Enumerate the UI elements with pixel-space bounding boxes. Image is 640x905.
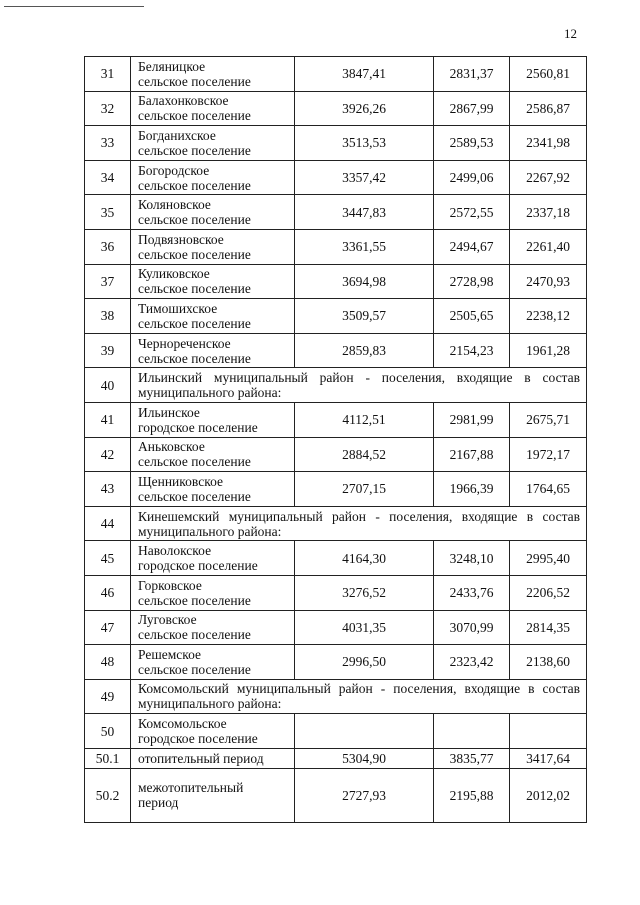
value-cell-v3: 2341,98 bbox=[510, 126, 587, 161]
district-header: Комсомольский муниципальный район - поселения, входящие в состав муниципального района: bbox=[131, 679, 587, 714]
value-cell-v2: 2167,88 bbox=[434, 437, 510, 472]
settlement-name-line1: Куликовское bbox=[138, 266, 210, 282]
settlement-name bbox=[131, 160, 295, 195]
settlement-name-line1: Щенниковское bbox=[138, 473, 223, 489]
value-cell-v2: 2831,37 bbox=[434, 57, 510, 92]
row-number: 50.1 bbox=[85, 748, 131, 768]
row-number: 45 bbox=[85, 541, 131, 576]
settlement-name-line2: период bbox=[138, 795, 179, 811]
value-cell-v1: 3513,53 bbox=[295, 126, 434, 161]
table-row bbox=[85, 195, 587, 230]
settlement-name-line1: Чернореченское bbox=[138, 335, 231, 351]
settlement-name bbox=[131, 57, 295, 92]
settlement-name-line2: сельское поселение bbox=[138, 592, 251, 608]
value-cell-v3 bbox=[510, 714, 587, 749]
value-cell-v3: 2267,92 bbox=[510, 160, 587, 195]
value-cell-v3: 1961,28 bbox=[510, 333, 587, 368]
row-number: 44 bbox=[85, 506, 131, 541]
value-cell-v3: 2995,40 bbox=[510, 541, 587, 576]
value-cell-v3: 2206,52 bbox=[510, 575, 587, 610]
settlement-name bbox=[131, 575, 295, 610]
value-cell-v3: 2470,93 bbox=[510, 264, 587, 299]
settlement-name bbox=[131, 541, 295, 576]
table-row bbox=[85, 645, 587, 680]
settlement-name-line2: сельское поселение bbox=[138, 454, 251, 470]
settlement-name-line1: Коляновское bbox=[138, 197, 211, 213]
row-number: 47 bbox=[85, 610, 131, 645]
settlement-name-line1: Балахонковское bbox=[138, 93, 229, 109]
value-cell-v2: 2323,42 bbox=[434, 645, 510, 680]
row-number: 42 bbox=[85, 437, 131, 472]
settlement-name-line1: межотопительный bbox=[138, 780, 244, 796]
row-number: 49 bbox=[85, 679, 131, 714]
settlement-name bbox=[131, 126, 295, 161]
row-number: 33 bbox=[85, 126, 131, 161]
settlement-name-line1: Ильинское bbox=[138, 404, 200, 420]
settlement-name bbox=[131, 437, 295, 472]
settlement-name-line2: городское поселение bbox=[138, 419, 258, 435]
settlement-name bbox=[131, 91, 295, 126]
district-header: Ильинский муниципальный район - поселения, входящие в состав муниципального района: bbox=[131, 368, 587, 403]
settlement-name bbox=[131, 472, 295, 507]
settlement-name-line1: Луговское bbox=[138, 612, 197, 628]
settlement-name-line2: сельское поселение bbox=[138, 246, 251, 262]
settlement-name-line2: сельское поселение bbox=[138, 281, 251, 297]
settlement-name bbox=[131, 195, 295, 230]
value-cell-v3: 2261,40 bbox=[510, 229, 587, 264]
value-cell-v3: 2675,71 bbox=[510, 402, 587, 437]
settlement-name-line2: сельское поселение bbox=[138, 142, 251, 158]
settlement-name bbox=[131, 645, 295, 680]
table-row bbox=[85, 160, 587, 195]
value-cell-v2: 2499,06 bbox=[434, 160, 510, 195]
value-cell-v3: 2586,87 bbox=[510, 91, 587, 126]
value-cell-v1: 4164,30 bbox=[295, 541, 434, 576]
scan-top-line bbox=[4, 6, 144, 7]
settlement-name-line2: сельское поселение bbox=[138, 108, 251, 124]
value-cell-v1: 2707,15 bbox=[295, 472, 434, 507]
settlement-name-line1: Аньковское bbox=[138, 439, 205, 455]
value-cell-v1: 3276,52 bbox=[295, 575, 434, 610]
settlement-name bbox=[131, 299, 295, 334]
row-number: 35 bbox=[85, 195, 131, 230]
value-cell-v3: 2012,02 bbox=[510, 768, 587, 822]
table-section-row bbox=[85, 368, 587, 403]
settlement-name bbox=[131, 610, 295, 645]
table-row bbox=[85, 333, 587, 368]
settlement-name-line2: городское поселение bbox=[138, 558, 258, 574]
value-cell-v2: 3835,77 bbox=[434, 748, 510, 768]
district-header: Кинешемский муниципальный район - поселения, входящие в состав муниципального района: bbox=[131, 506, 587, 541]
settlement-name bbox=[131, 229, 295, 264]
value-cell-v2: 3070,99 bbox=[434, 610, 510, 645]
value-cell-v1: 3926,26 bbox=[295, 91, 434, 126]
value-cell-v2: 2505,65 bbox=[434, 299, 510, 334]
settlement-name-line2: сельское поселение bbox=[138, 73, 251, 89]
value-cell-v1: 2996,50 bbox=[295, 645, 434, 680]
settlement-name-line2: сельское поселение bbox=[138, 212, 251, 228]
table-row bbox=[85, 575, 587, 610]
value-cell-v1: 2859,83 bbox=[295, 333, 434, 368]
tariff-table bbox=[84, 56, 587, 823]
row-number: 34 bbox=[85, 160, 131, 195]
settlement-name-line2: сельское поселение bbox=[138, 177, 251, 193]
value-cell-v2: 2195,88 bbox=[434, 768, 510, 822]
row-number: 50 bbox=[85, 714, 131, 749]
settlement-name bbox=[131, 264, 295, 299]
value-cell-v1: 3847,41 bbox=[295, 57, 434, 92]
table-row bbox=[85, 126, 587, 161]
settlement-name-line1: Богданихское bbox=[138, 127, 216, 143]
settlement-name-line2: сельское поселение bbox=[138, 350, 251, 366]
value-cell-v1: 4112,51 bbox=[295, 402, 434, 437]
settlement-name-line2: сельское поселение bbox=[138, 315, 251, 331]
table-row bbox=[85, 57, 587, 92]
row-number: 50.2 bbox=[85, 768, 131, 822]
settlement-name bbox=[131, 768, 295, 822]
settlement-name-line1: отопительный период bbox=[138, 750, 264, 766]
row-number: 43 bbox=[85, 472, 131, 507]
row-number: 38 bbox=[85, 299, 131, 334]
value-cell-v3: 1972,17 bbox=[510, 437, 587, 472]
settlement-name-line2: сельское поселение bbox=[138, 488, 251, 504]
table-row bbox=[85, 91, 587, 126]
value-cell-v2: 1966,39 bbox=[434, 472, 510, 507]
row-number: 48 bbox=[85, 645, 131, 680]
row-number: 39 bbox=[85, 333, 131, 368]
value-cell-v3: 2814,35 bbox=[510, 610, 587, 645]
table-row bbox=[85, 437, 587, 472]
value-cell-v3: 2560,81 bbox=[510, 57, 587, 92]
settlement-name bbox=[131, 402, 295, 437]
value-cell-v1: 2727,93 bbox=[295, 768, 434, 822]
table-row bbox=[85, 299, 587, 334]
settlement-name-line1: Комсомольское bbox=[138, 716, 227, 732]
table-body bbox=[85, 57, 587, 823]
settlement-name-line2: городское поселение bbox=[138, 731, 258, 747]
settlement-name bbox=[131, 333, 295, 368]
settlement-name-line1: Подвязновское bbox=[138, 231, 224, 247]
value-cell-v1: 3447,83 bbox=[295, 195, 434, 230]
row-number: 32 bbox=[85, 91, 131, 126]
page-number: 12 bbox=[564, 26, 577, 41]
table-row bbox=[85, 472, 587, 507]
value-cell-v2: 3248,10 bbox=[434, 541, 510, 576]
value-cell-v2 bbox=[434, 714, 510, 749]
value-cell-v3: 2138,60 bbox=[510, 645, 587, 680]
value-cell-v2: 2981,99 bbox=[434, 402, 510, 437]
table-section-row bbox=[85, 679, 587, 714]
settlement-name-line1: Богородское bbox=[138, 162, 210, 178]
row-number: 31 bbox=[85, 57, 131, 92]
value-cell-v1: 2884,52 bbox=[295, 437, 434, 472]
row-number: 37 bbox=[85, 264, 131, 299]
value-cell-v2: 2867,99 bbox=[434, 91, 510, 126]
value-cell-v2: 2728,98 bbox=[434, 264, 510, 299]
value-cell-v2: 2433,76 bbox=[434, 575, 510, 610]
row-number: 36 bbox=[85, 229, 131, 264]
settlement-name bbox=[131, 748, 295, 768]
table-row bbox=[85, 229, 587, 264]
value-cell-v2: 2589,53 bbox=[434, 126, 510, 161]
settlement-name-line1: Наволокское bbox=[138, 543, 212, 559]
settlement-name-line1: Горковское bbox=[138, 577, 202, 593]
value-cell-v2: 2572,55 bbox=[434, 195, 510, 230]
settlement-name-line1: Беляницкое bbox=[138, 58, 206, 74]
row-number: 40 bbox=[85, 368, 131, 403]
value-cell-v1: 3361,55 bbox=[295, 229, 434, 264]
table-row bbox=[85, 748, 587, 768]
table-row bbox=[85, 264, 587, 299]
settlement-name-line1: Тимошихское bbox=[138, 300, 218, 316]
value-cell-v1: 5304,90 bbox=[295, 748, 434, 768]
value-cell-v1: 3509,57 bbox=[295, 299, 434, 334]
settlement-name-line1: Решемское bbox=[138, 646, 202, 662]
value-cell-v1: 3357,42 bbox=[295, 160, 434, 195]
value-cell-v3: 1764,65 bbox=[510, 472, 587, 507]
settlement-name-line2: сельское поселение bbox=[138, 627, 251, 643]
value-cell-v3: 2238,12 bbox=[510, 299, 587, 334]
value-cell-v1: 3694,98 bbox=[295, 264, 434, 299]
value-cell-v2: 2154,23 bbox=[434, 333, 510, 368]
row-number: 46 bbox=[85, 575, 131, 610]
value-cell-v3: 2337,18 bbox=[510, 195, 587, 230]
table-row bbox=[85, 610, 587, 645]
table-row bbox=[85, 768, 587, 822]
table-row bbox=[85, 402, 587, 437]
value-cell-v1 bbox=[295, 714, 434, 749]
value-cell-v3: 3417,64 bbox=[510, 748, 587, 768]
row-number: 41 bbox=[85, 402, 131, 437]
table-section-row bbox=[85, 506, 587, 541]
table-row bbox=[85, 541, 587, 576]
settlement-name bbox=[131, 714, 295, 749]
value-cell-v2: 2494,67 bbox=[434, 229, 510, 264]
table-row bbox=[85, 714, 587, 749]
settlement-name-line2: сельское поселение bbox=[138, 661, 251, 677]
value-cell-v1: 4031,35 bbox=[295, 610, 434, 645]
